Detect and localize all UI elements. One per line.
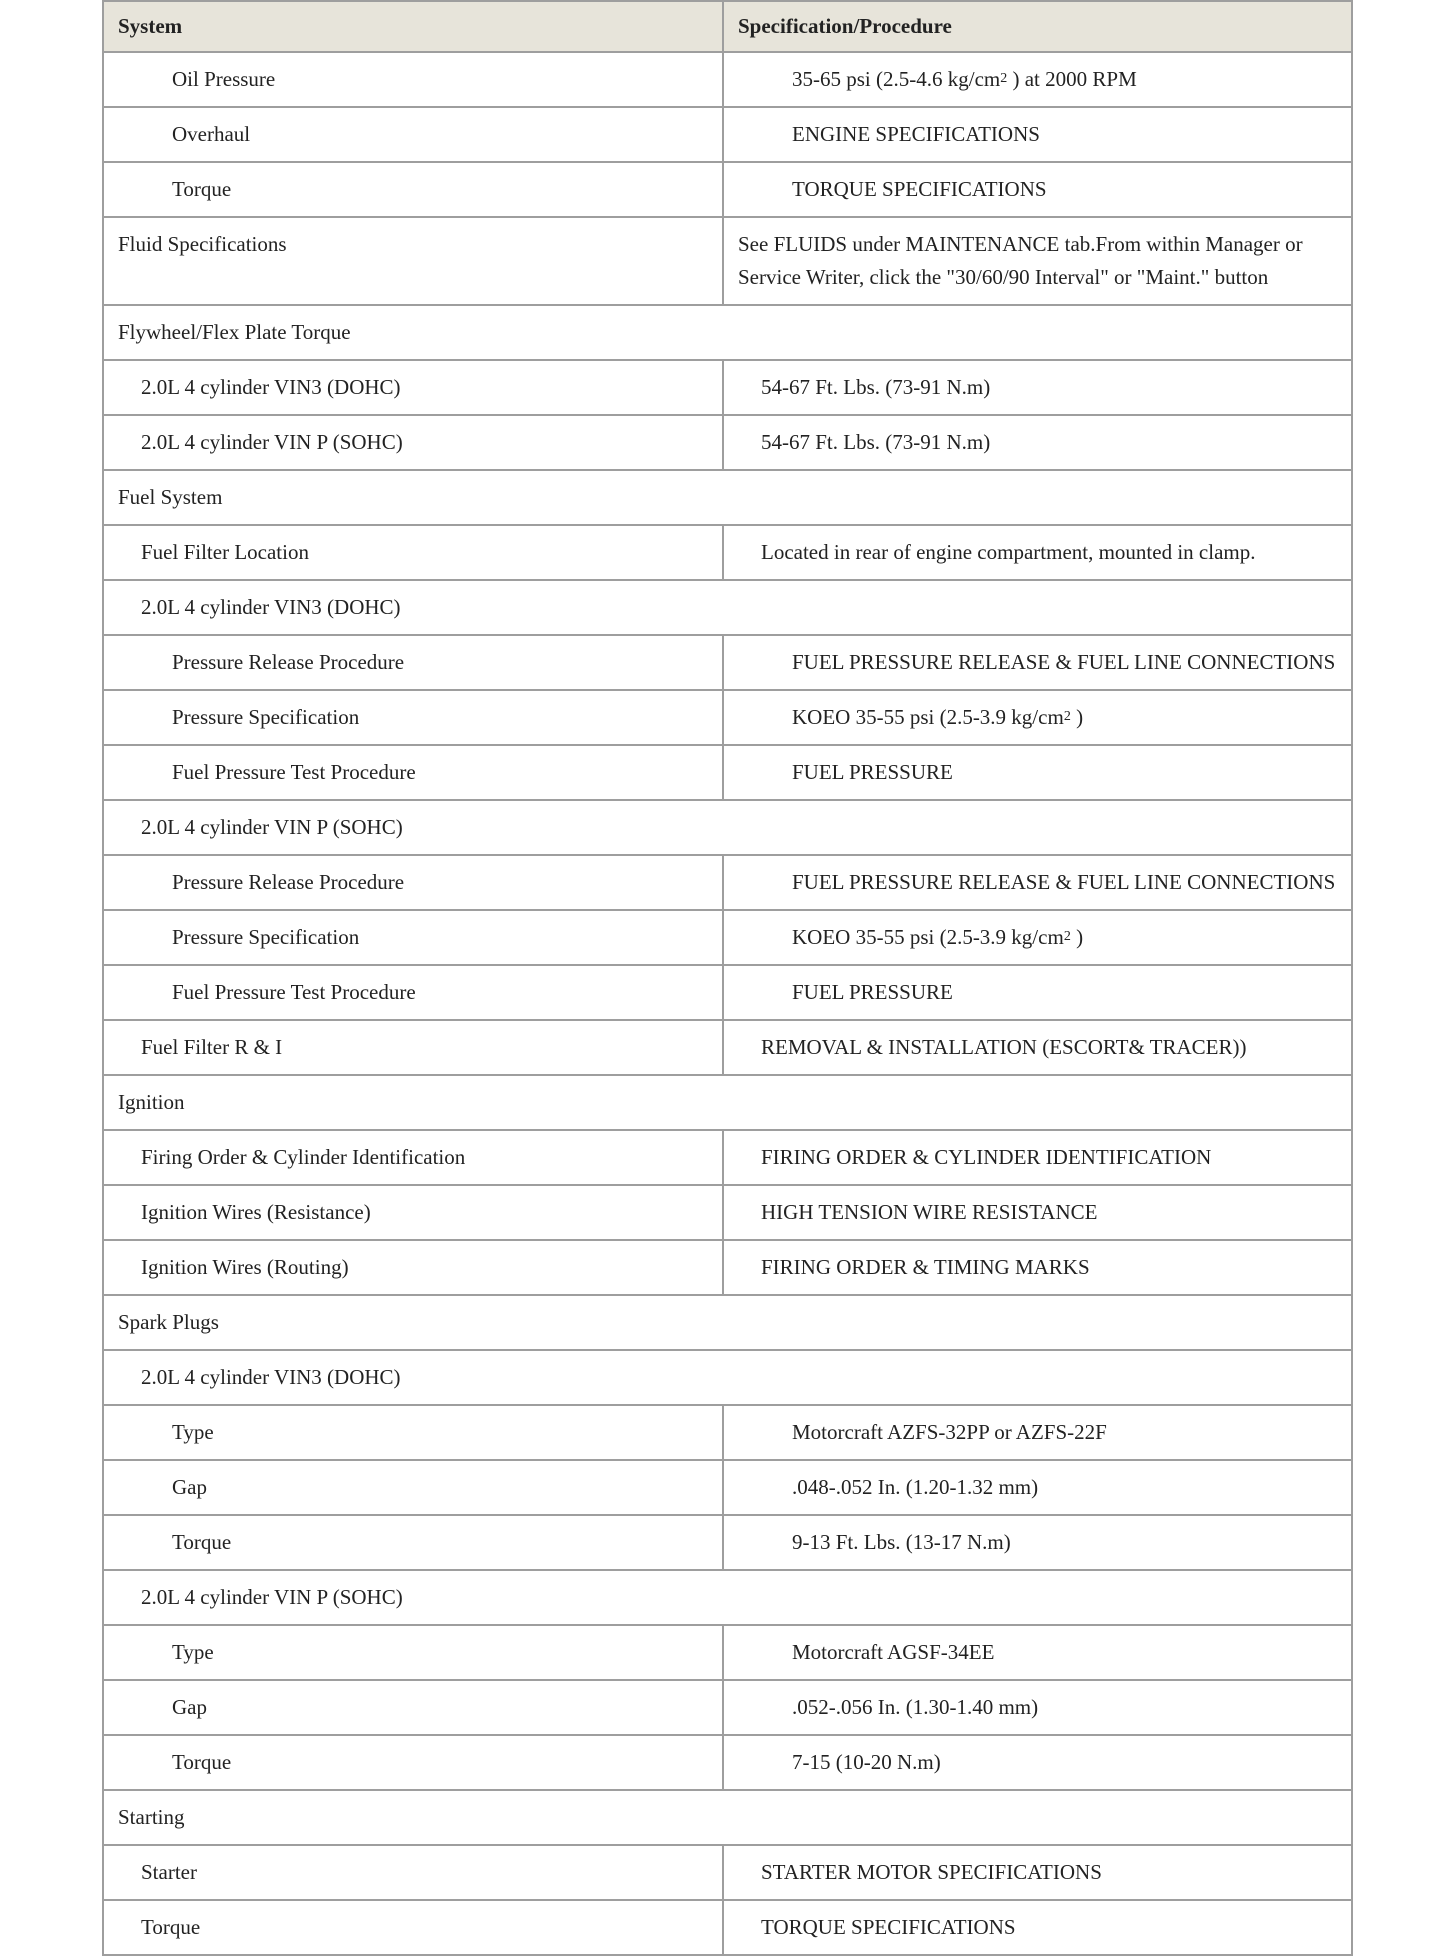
system-cell: Starting [103, 1790, 1352, 1845]
specification-text: FUEL PRESSURE [792, 760, 953, 784]
system-cell: Torque [103, 1735, 723, 1790]
table-row [103, 965, 1352, 1020]
specification-cell [723, 1185, 1352, 1240]
specification-cell [723, 107, 1352, 162]
specification-text: See FLUIDS under MAINTENANCE tab.From within Manager or Service Writer, click the "30/60/90 Interval" or "Maint." button [738, 232, 1303, 289]
table-row [103, 1460, 1352, 1515]
system-cell: Fuel Pressure Test Procedure [103, 965, 723, 1020]
specifications-table [102, 0, 1353, 1956]
section-row [103, 470, 1352, 525]
specification-cell [723, 965, 1352, 1020]
table-row [103, 360, 1352, 415]
system-cell: Fluid Specifications [103, 217, 723, 305]
system-cell: 2.0L 4 cylinder VIN3 (DOHC) [103, 1350, 1352, 1405]
specification-text: TORQUE SPECIFICATIONS [792, 177, 1047, 201]
system-cell: Pressure Specification [103, 910, 723, 965]
specification-cell [723, 1735, 1352, 1790]
system-cell: Starter [103, 1845, 723, 1900]
superscript: 2 [1063, 929, 1071, 944]
system-cell: Type [103, 1625, 723, 1680]
system-cell: Overhaul [103, 107, 723, 162]
superscript: 2 [1063, 709, 1071, 724]
table-body [103, 52, 1352, 1955]
specification-cell [723, 1460, 1352, 1515]
specification-text: 54-67 Ft. Lbs. (73-91 N.m) [761, 430, 991, 454]
table-row [103, 217, 1352, 305]
specification-cell [723, 690, 1352, 745]
specification-cell [723, 910, 1352, 965]
header-row [103, 1, 1352, 52]
specification-text: 7-15 (10-20 N.m) [792, 1750, 941, 1774]
specification-text: FUEL PRESSURE RELEASE & FUEL LINE CONNECTIONS [792, 870, 1336, 894]
header-specification: Specification/Procedure [723, 1, 1352, 52]
system-cell: Firing Order & Cylinder Identification [103, 1130, 723, 1185]
table-row [103, 690, 1352, 745]
system-cell: 2.0L 4 cylinder VIN P (SOHC) [103, 1570, 1352, 1625]
system-cell: 2.0L 4 cylinder VIN3 (DOHC) [103, 360, 723, 415]
specification-text-suffix: ) at 2000 RPM [1007, 67, 1137, 91]
system-cell: Type [103, 1405, 723, 1460]
table-row [103, 910, 1352, 965]
specification-text: ENGINE SPECIFICATIONS [792, 122, 1040, 146]
table-row [103, 855, 1352, 910]
specification-cell [723, 1900, 1352, 1955]
specification-cell [723, 415, 1352, 470]
system-cell: Spark Plugs [103, 1295, 1352, 1350]
system-cell: Ignition [103, 1075, 1352, 1130]
specification-text: KOEO 35-55 psi (2.5-3.9 kg/cm [792, 925, 1064, 949]
system-cell: Pressure Release Procedure [103, 855, 723, 910]
specification-text: KOEO 35-55 psi (2.5-3.9 kg/cm [792, 705, 1064, 729]
system-cell: Fuel System [103, 470, 1352, 525]
table-row [103, 1680, 1352, 1735]
section-row [103, 1295, 1352, 1350]
section-row [103, 580, 1352, 635]
section-row [103, 1350, 1352, 1405]
specification-text: FUEL PRESSURE RELEASE & FUEL LINE CONNECTIONS [792, 650, 1336, 674]
specification-cell [723, 1625, 1352, 1680]
specification-cell [723, 1020, 1352, 1075]
specification-cell [723, 1845, 1352, 1900]
system-cell: Torque [103, 162, 723, 217]
system-cell: 2.0L 4 cylinder VIN P (SOHC) [103, 800, 1352, 855]
specification-cell [723, 1130, 1352, 1185]
specification-text-suffix: ) [1070, 925, 1084, 949]
table-header [103, 1, 1352, 52]
specification-text: FIRING ORDER & TIMING MARKS [761, 1255, 1090, 1279]
table-row [103, 1900, 1352, 1955]
specification-cell [723, 52, 1352, 107]
system-cell: Pressure Specification [103, 690, 723, 745]
specification-text: HIGH TENSION WIRE RESISTANCE [761, 1200, 1098, 1224]
table-row [103, 745, 1352, 800]
system-cell: 2.0L 4 cylinder VIN3 (DOHC) [103, 580, 1352, 635]
system-cell: 2.0L 4 cylinder VIN P (SOHC) [103, 415, 723, 470]
specification-text-suffix: ) [1070, 705, 1084, 729]
specification-text: Located in rear of engine compartment, mounted in clamp. [761, 540, 1256, 564]
specification-cell [723, 1240, 1352, 1295]
specification-cell [723, 635, 1352, 690]
table-row [103, 1020, 1352, 1075]
table-row [103, 1130, 1352, 1185]
system-cell: Torque [103, 1900, 723, 1955]
specification-cell [723, 745, 1352, 800]
specification-text: .048-.052 In. (1.20-1.32 mm) [792, 1475, 1039, 1499]
table-row [103, 162, 1352, 217]
system-cell: Pressure Release Procedure [103, 635, 723, 690]
specification-text: 9-13 Ft. Lbs. (13-17 N.m) [792, 1530, 1011, 1554]
table-row [103, 415, 1352, 470]
table-row [103, 1845, 1352, 1900]
system-cell: Ignition Wires (Resistance) [103, 1185, 723, 1240]
superscript: 2 [1000, 71, 1008, 86]
table-row [103, 107, 1352, 162]
specification-text: REMOVAL & INSTALLATION (ESCORT& TRACER)) [761, 1035, 1247, 1059]
specification-text: Motorcraft AZFS-32PP or AZFS-22F [792, 1420, 1107, 1444]
specification-cell [723, 525, 1352, 580]
section-row [103, 305, 1352, 360]
specification-text: .052-.056 In. (1.30-1.40 mm) [792, 1695, 1039, 1719]
system-cell: Flywheel/Flex Plate Torque [103, 305, 1352, 360]
table-row [103, 1240, 1352, 1295]
table-row [103, 1735, 1352, 1790]
table-row [103, 635, 1352, 690]
specification-text: FIRING ORDER & CYLINDER IDENTIFICATION [761, 1145, 1212, 1169]
table-row [103, 1625, 1352, 1680]
system-cell: Fuel Filter R & I [103, 1020, 723, 1075]
specification-cell [723, 1680, 1352, 1735]
section-row [103, 1570, 1352, 1625]
system-cell: Gap [103, 1460, 723, 1515]
specification-cell [723, 162, 1352, 217]
system-cell: Fuel Filter Location [103, 525, 723, 580]
specification-cell [723, 360, 1352, 415]
table-row [103, 1515, 1352, 1570]
section-row [103, 1790, 1352, 1845]
system-cell: Fuel Pressure Test Procedure [103, 745, 723, 800]
specification-cell [723, 217, 1352, 305]
system-cell: Oil Pressure [103, 52, 723, 107]
section-row [103, 1075, 1352, 1130]
table-row [103, 525, 1352, 580]
specification-cell [723, 1515, 1352, 1570]
specification-text: 54-67 Ft. Lbs. (73-91 N.m) [761, 375, 991, 399]
table-row [103, 1405, 1352, 1460]
system-cell: Gap [103, 1680, 723, 1735]
header-system: System [103, 1, 723, 52]
system-cell: Ignition Wires (Routing) [103, 1240, 723, 1295]
table-row [103, 1185, 1352, 1240]
table-row [103, 52, 1352, 107]
section-row [103, 800, 1352, 855]
specification-text: TORQUE SPECIFICATIONS [761, 1915, 1016, 1939]
specification-cell [723, 1405, 1352, 1460]
specification-text: STARTER MOTOR SPECIFICATIONS [761, 1860, 1102, 1884]
specification-text: 35-65 psi (2.5-4.6 kg/cm [792, 67, 1001, 91]
specification-text: FUEL PRESSURE [792, 980, 953, 1004]
system-cell: Torque [103, 1515, 723, 1570]
specification-text: Motorcraft AGSF-34EE [792, 1640, 995, 1664]
specification-cell [723, 855, 1352, 910]
